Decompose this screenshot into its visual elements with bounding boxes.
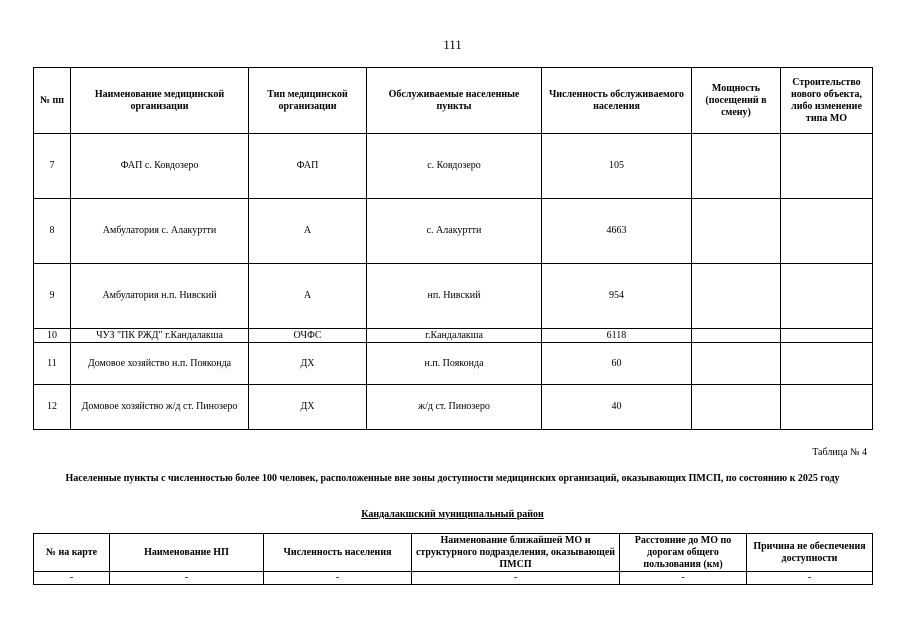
header-nearest-mo: Наименование ближайшей МО и структурного подразделения, оказывающей ПМСП — [412, 534, 620, 572]
cell-capacity — [692, 343, 781, 385]
cell-settlements: с. Ковдозеро — [367, 134, 542, 199]
cell-population: 4663 — [542, 199, 692, 264]
cell-nearest-mo: - — [412, 572, 620, 585]
table-header-row — [34, 68, 873, 134]
table-row — [34, 572, 873, 585]
cell-reason: - — [747, 572, 873, 585]
cell-num: 7 — [34, 134, 71, 199]
section-title: Населенные пункты с численностью более 100 человек, расположенные вне зоны доступности медицинских организаций, оказывающих ПМСП, по состоянию к 2025 году — [65, 473, 840, 484]
cell-org-name: ФАП с. Ковдозеро — [71, 134, 249, 199]
district-heading: Кандалакшский муниципальный район — [361, 509, 544, 520]
cell-org-type: ФАП — [249, 134, 367, 199]
cell-num: 8 — [34, 199, 71, 264]
cell-construction — [781, 199, 873, 264]
cell-org-name: Домовое хозяйство ж/д ст. Пинозеро — [71, 385, 249, 430]
table-row — [34, 264, 873, 329]
cell-settlements: ж/д ст. Пинозеро — [367, 385, 542, 430]
header-capacity: Мощность (посещений в смену) — [692, 68, 781, 134]
cell-map-num: - — [34, 572, 110, 585]
header-construction: Строительство нового объекта, либо изменение типа МО — [781, 68, 873, 134]
cell-org-name: Амбулатория с. Алакуртти — [71, 199, 249, 264]
header-reason: Причина не обеспечения доступности — [747, 534, 873, 572]
cell-capacity — [692, 329, 781, 343]
cell-population: 6118 — [542, 329, 692, 343]
medical-organizations-table — [33, 67, 873, 430]
cell-org-type: А — [249, 199, 367, 264]
table-caption: Таблица № 4 — [812, 447, 867, 458]
cell-org-name: Амбулатория н.п. Нивский — [71, 264, 249, 329]
cell-settlements: нп. Нивский — [367, 264, 542, 329]
cell-num: 12 — [34, 385, 71, 430]
table-row — [34, 134, 873, 199]
table-row — [34, 199, 873, 264]
cell-org-type: ДХ — [249, 343, 367, 385]
table-row — [34, 385, 873, 430]
cell-population: 60 — [542, 343, 692, 385]
cell-org-name: ЧУЗ "ПК РЖД" г.Кандалакша — [71, 329, 249, 343]
cell-capacity — [692, 385, 781, 430]
cell-settlements: г.Кандалакша — [367, 329, 542, 343]
cell-org-name: Домовое хозяйство н.п. Пояконда — [71, 343, 249, 385]
cell-capacity — [692, 199, 781, 264]
header-np-population: Численность населения — [264, 534, 412, 572]
table-header-row — [34, 534, 873, 572]
cell-num: 9 — [34, 264, 71, 329]
cell-population: 105 — [542, 134, 692, 199]
header-num: № пп — [34, 68, 71, 134]
cell-construction — [781, 134, 873, 199]
cell-construction — [781, 385, 873, 430]
cell-capacity — [692, 264, 781, 329]
cell-settlements: н.п. Пояконда — [367, 343, 542, 385]
cell-population: 40 — [542, 385, 692, 430]
header-org-type: Тип медицинской организации — [249, 68, 367, 134]
header-org-name: Наименование медицинской организации — [71, 68, 249, 134]
cell-org-type: ОЧФС — [249, 329, 367, 343]
cell-construction — [781, 264, 873, 329]
cell-settlements: с. Алакуртти — [367, 199, 542, 264]
header-np-name: Наименование НП — [110, 534, 264, 572]
cell-capacity — [692, 134, 781, 199]
header-population: Численность обслуживаемого населения — [542, 68, 692, 134]
cell-np-population: - — [264, 572, 412, 585]
cell-construction — [781, 343, 873, 385]
cell-org-type: ДХ — [249, 385, 367, 430]
cell-np-name: - — [110, 572, 264, 585]
table-row — [34, 329, 873, 343]
cell-org-type: А — [249, 264, 367, 329]
page-number: 111 — [443, 37, 462, 52]
header-map-num: № на карте — [34, 534, 110, 572]
cell-distance: - — [620, 572, 747, 585]
table-row — [34, 343, 873, 385]
inaccessible-settlements-table — [33, 533, 873, 585]
header-settlements: Обслуживаемые населенные пункты — [367, 68, 542, 134]
cell-num: 10 — [34, 329, 71, 343]
cell-population: 954 — [542, 264, 692, 329]
cell-num: 11 — [34, 343, 71, 385]
cell-construction — [781, 329, 873, 343]
header-distance: Расстояние до МО по дорогам общего пользования (км) — [620, 534, 747, 572]
